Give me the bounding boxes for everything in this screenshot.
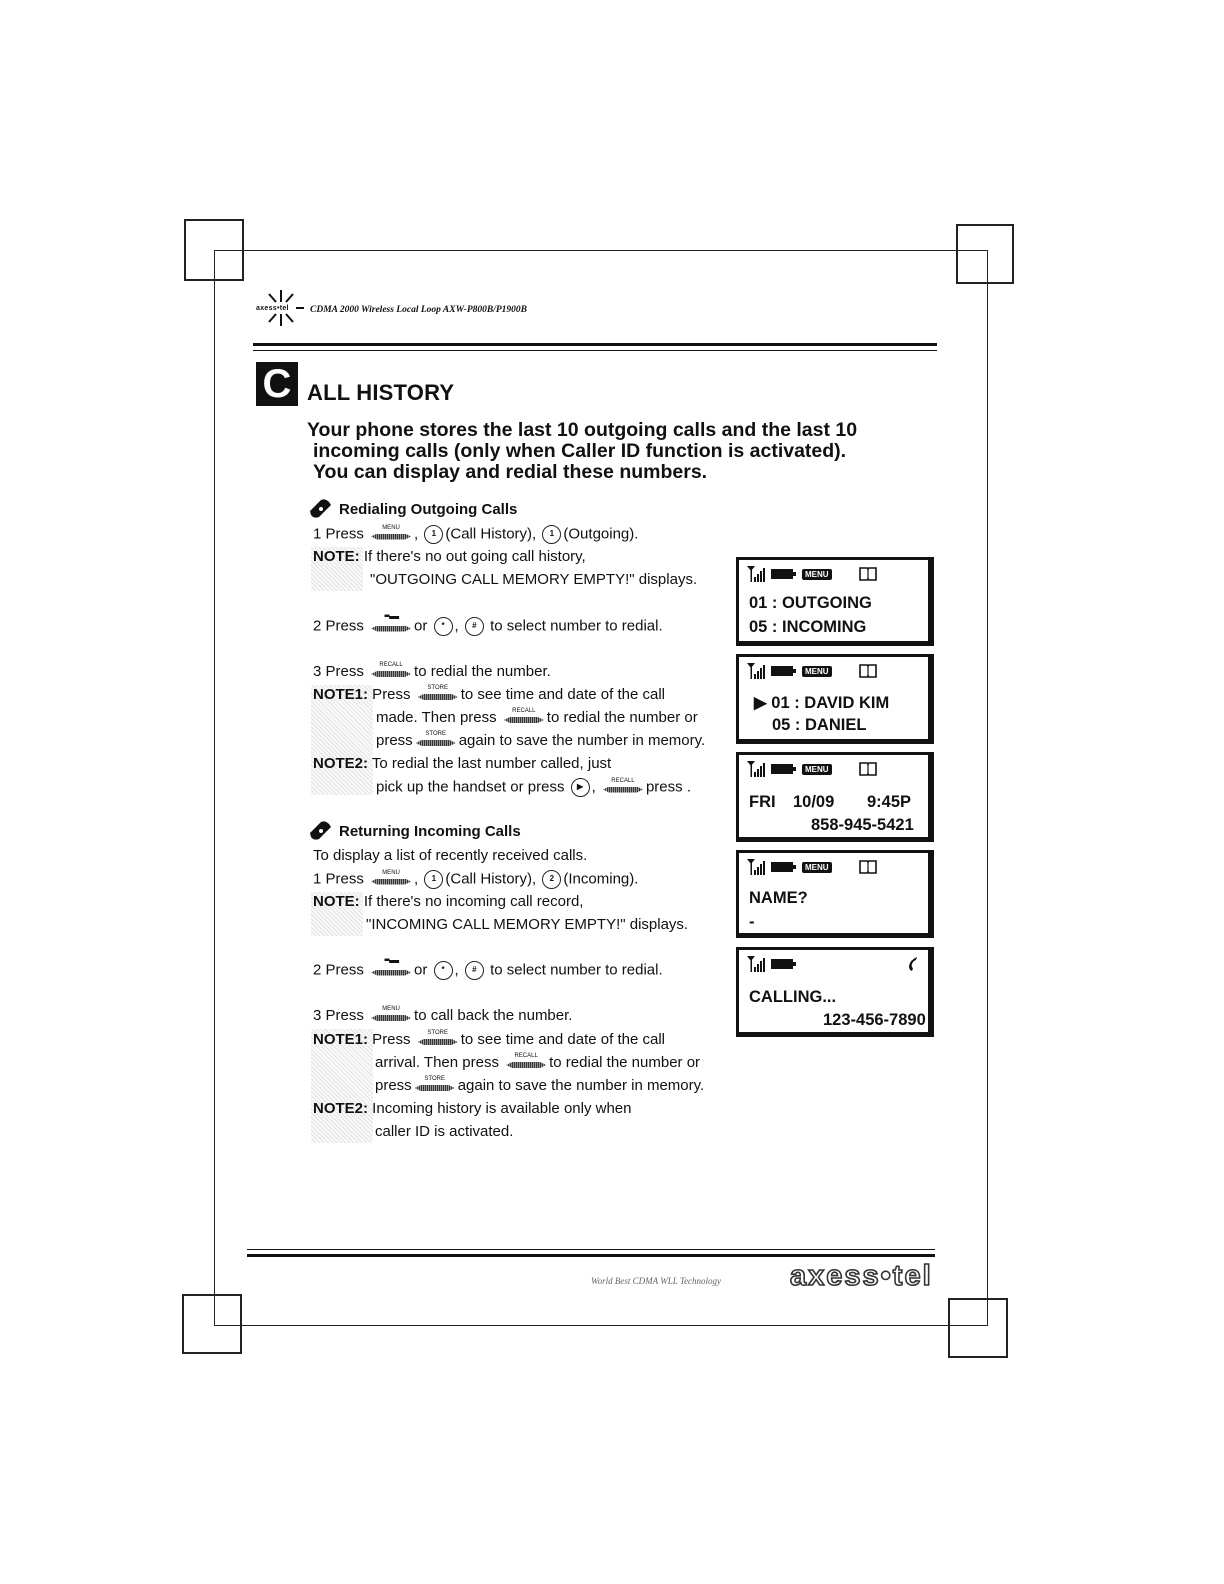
incoming-subheading (339, 823, 521, 840)
store-key-icon: STORE (417, 1033, 459, 1047)
key-1-icon: 1 (424, 525, 443, 544)
phonebook-icon (859, 664, 877, 678)
key-star-icon: * (434, 961, 453, 980)
recall-key-icon: RECALL (370, 665, 412, 679)
outgoing-title: Redialing Outgoing Calls (339, 501, 518, 518)
nav-key-icon: ▪▪▬ (370, 620, 412, 634)
key-1-icon: 1 (424, 870, 443, 889)
phonebook-icon (859, 860, 877, 874)
lcd-number: 123-456-7890 (823, 1011, 926, 1029)
intro-line: Your phone stores the last 10 outgoing calls and the last 10 (307, 419, 858, 441)
lcd-line: NAME? (749, 889, 808, 907)
section-intro (307, 420, 927, 483)
lcd-screen-outgoing-list (736, 654, 934, 744)
store-key-icon: STORE (417, 688, 459, 702)
recall-key-icon: RECALL (602, 781, 644, 795)
footer-tagline: World Best CDMA WLL Technology (591, 1276, 722, 1286)
key-1-icon: 1 (542, 525, 561, 544)
signal-icon (747, 956, 765, 972)
outgoing-step-3: 3 Press RECALL to redial the number. (313, 662, 551, 680)
menu-indicator: MENU (802, 569, 832, 580)
outgoing-note1-line3: press STORE again to save the number in memory. (376, 731, 706, 749)
signal-icon (747, 566, 765, 582)
footer-rule (247, 1249, 935, 1257)
outgoing-note2-line2: pick up the handset or press ▶ , RECALL press . (376, 777, 691, 796)
key-hash-icon: # (465, 961, 484, 980)
battery-icon (771, 764, 793, 774)
incoming-step-3: 3 Press MENU to call back the number. (313, 1006, 573, 1024)
incoming-intro: To display a list of recently received calls. (313, 847, 588, 864)
incoming-note1: NOTE1: Press STORE to see time and date of the call (313, 1030, 665, 1048)
lcd-number: 858-945-5421 (811, 816, 914, 834)
lcd-date: 10/09 (793, 793, 835, 811)
phone-icon (307, 497, 333, 519)
outgoing-note: NOTE: If there's no out going call history, (313, 548, 586, 565)
lcd-line: CALLING... (749, 988, 837, 1006)
outgoing-subheading (339, 501, 517, 518)
store-key-icon: STORE (414, 1079, 456, 1093)
header-rule (253, 343, 937, 351)
page-header (256, 288, 936, 328)
lcd-cursor: - (749, 913, 755, 931)
section-letter: C (256, 362, 298, 406)
incoming-step-1: 1 Press MENU , 1 (Call History), 2 (Incoming). (313, 869, 639, 888)
outgoing-step-2: 2 Press ▪▪▬ or * , # to select number to redial. (313, 610, 663, 635)
document-title: CDMA 2000 Wireless Local Loop AXW-P800B/P1900B (310, 305, 528, 315)
outgoing-note1: NOTE1: Press STORE to see time and date of the call (313, 685, 665, 703)
intro-line: incoming calls (only when Caller ID function is activated). (313, 440, 847, 462)
battery-icon (771, 666, 793, 676)
lcd-line: 05 : INCOMING (749, 618, 867, 636)
lcd-day: FRI (749, 793, 776, 811)
incoming-note-line2: "INCOMING CALL MEMORY EMPTY!" displays. (366, 916, 689, 933)
phonebook-icon (859, 567, 877, 581)
menu-indicator: MENU (802, 764, 832, 775)
section-title: ALL HISTORY (307, 380, 455, 405)
lcd-screen-call-history (736, 557, 934, 646)
lcd-line: 05 : DANIEL (772, 716, 867, 734)
nav-key-icon: ▪▪▬ (370, 964, 412, 978)
store-key-icon: STORE (415, 734, 457, 748)
key-2-icon: 2 (542, 870, 561, 889)
logo-text: axess•tel (256, 305, 289, 312)
handset-icon (906, 956, 920, 972)
signal-icon (747, 663, 765, 679)
battery-icon (771, 569, 793, 579)
lcd-line: 01 : OUTGOING (749, 594, 872, 612)
outgoing-step-1: 1 Press MENU , 1 (Call History), 1 (Outgoing). (313, 524, 639, 543)
lcd-screen-calling (736, 947, 934, 1037)
phone-icon (307, 819, 333, 841)
menu-indicator: MENU (802, 862, 832, 873)
send-key-icon: ▶ (571, 778, 590, 797)
incoming-note2-line2: caller ID is activated. (375, 1123, 514, 1140)
incoming-title: Returning Incoming Calls (339, 823, 521, 840)
incoming-note1-line2: arrival. Then press RECALL to redial the number or (375, 1053, 701, 1071)
menu-key-icon: MENU (370, 528, 412, 542)
key-star-icon: * (434, 617, 453, 636)
battery-icon (771, 862, 793, 872)
menu-key-icon: MENU (370, 1009, 412, 1023)
signal-icon (747, 761, 765, 777)
outgoing-note-line2: "OUTGOING CALL MEMORY EMPTY!" displays. (370, 571, 698, 588)
signal-icon (747, 859, 765, 875)
incoming-note2: NOTE2: Incoming history is available only when (313, 1100, 632, 1117)
phonebook-icon (859, 762, 877, 776)
lcd-line: ▶ 01 : DAVID KIM (754, 694, 890, 712)
intro-line: You can display and redial these numbers. (313, 461, 708, 483)
key-hash-icon: # (465, 617, 484, 636)
incoming-note: NOTE: If there's no incoming call record, (313, 893, 584, 910)
lcd-screen-call-detail (736, 752, 934, 842)
recall-key-icon: RECALL (505, 1056, 547, 1070)
incoming-step-2: 2 Press ▪▪▬ or * , # to select number to redial. (313, 954, 663, 979)
lcd-screen-name-entry (736, 850, 934, 938)
recall-key-icon: RECALL (503, 711, 545, 725)
incoming-note1-line3: press STORE again to save the number in memory. (375, 1076, 705, 1094)
outgoing-note1-line2: made. Then press RECALL to redial the number or (376, 708, 698, 726)
battery-icon (771, 959, 793, 969)
outgoing-note2: NOTE2: To redial the last number called, just (313, 755, 612, 772)
menu-indicator: MENU (802, 666, 832, 677)
footer-brand-logo: axess•tel (790, 1260, 933, 1292)
lcd-time: 9:45P (867, 793, 912, 811)
menu-key-icon: MENU (370, 873, 412, 887)
